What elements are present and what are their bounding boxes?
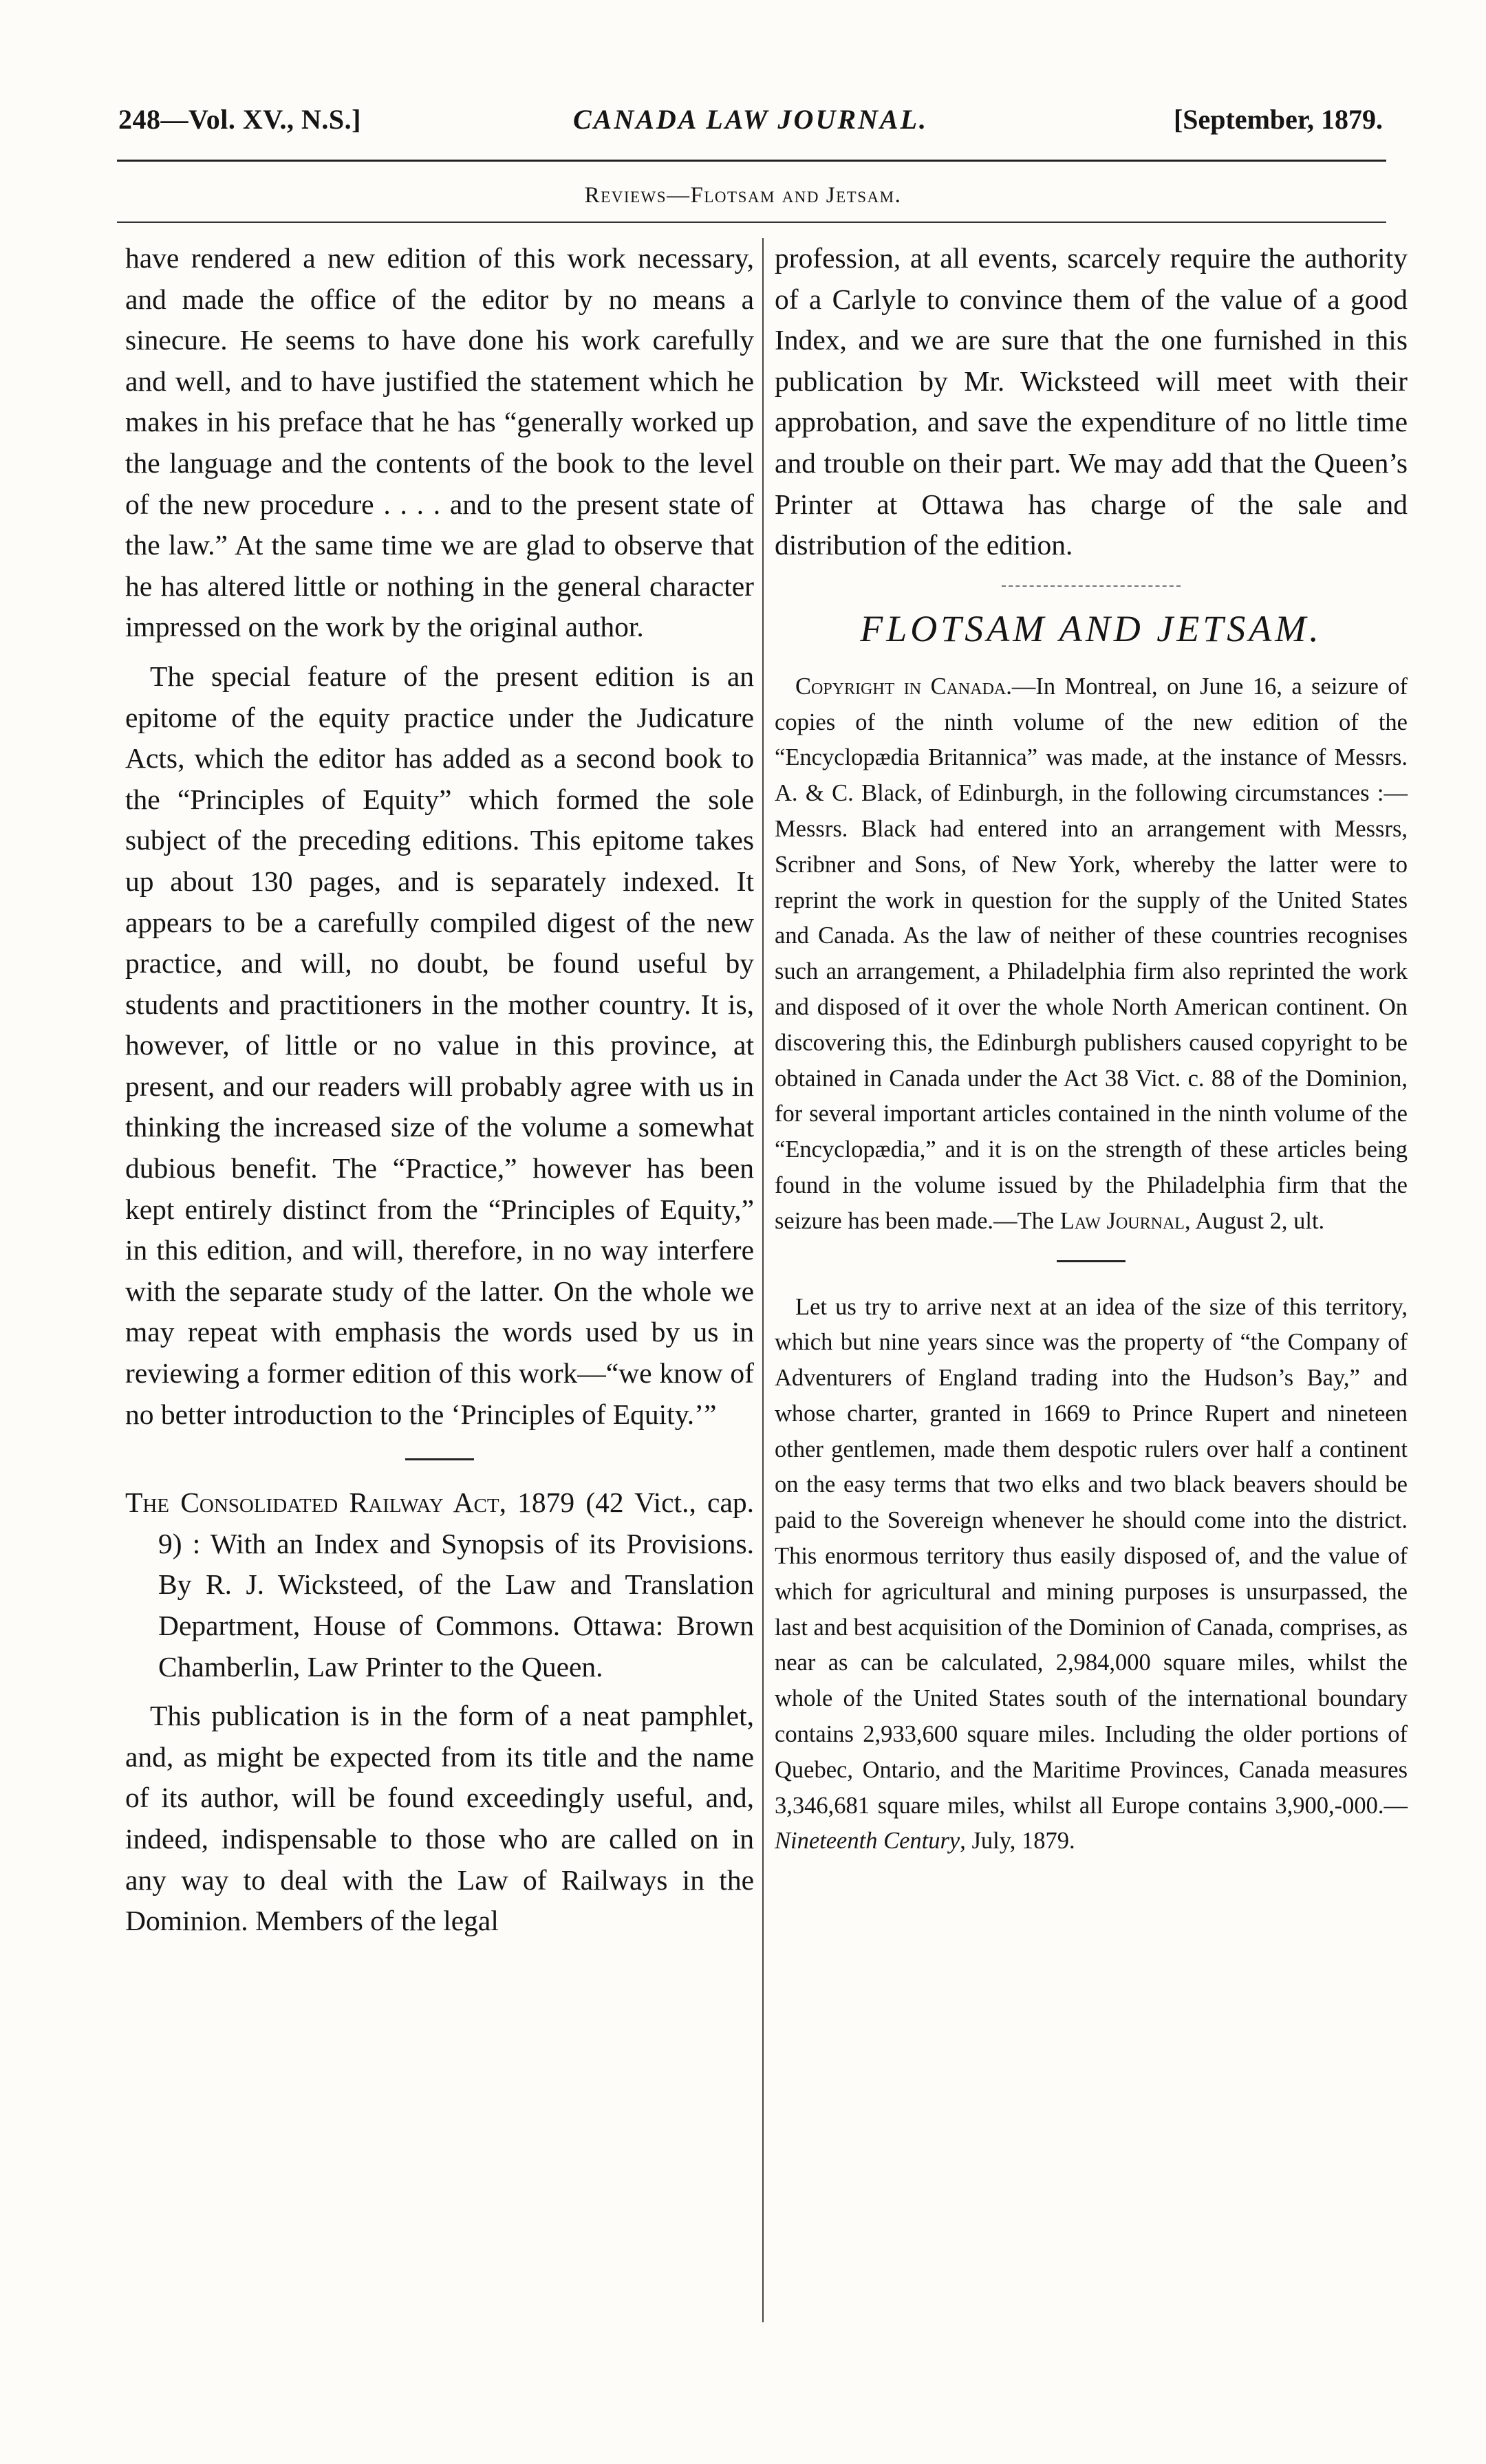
section-subheader: Reviews—Flotsam and Jetsam. [584, 183, 902, 208]
section-title: FLOTSAM AND JETSAM. [860, 607, 1322, 649]
header-rule [117, 160, 1386, 162]
page-volume-label: 248—Vol. XV., N.S.] [118, 104, 361, 135]
book-review-paragraph: This publication is in the form of a neat pamphlet, and, as might be expected from its title and the name of its author, will be found exceedingly useful, and, indeed, indispensable to those who are called on in any way to deal with the Law of Railways in the Dominion. Members of the legal [125, 1700, 754, 1937]
territory-source: Nineteenth Century [775, 1828, 960, 1855]
copyright-date: , August 2, ult. [1184, 1207, 1325, 1234]
column-divider [762, 238, 764, 2322]
review-paragraph: have rendered a new edition of this work necessary, and made the office of the editor by no means a sinecure. He seems to have done his work carefully and well, and to have justified the statement which he makes in his preface that he has “generally worked up the language and the contents of the book to the level of the new procedure . . . . and to the present state of the law.” At the same time we are glad to observe that he has altered little or nothing in the general character impressed on the work by the original author. [125, 242, 754, 643]
book-notice-heading [125, 1482, 754, 1687]
right-column [775, 238, 1408, 1859]
copyright-text: —In Montreal, on June 16, a seizure of copies of the ninth volume of the new edition of the “Encyclopædia Britannica” was made, at the instance of Messrs. A. & C. Black, of Edinburgh, in the following circumstances :—Messrs. Black had entered into an arrangement with Messrs, Scribner and Sons, of New York, whereby the latter were to reprint the work in question for the supply of the United States and Canada. As the law of neither of these countries recognises such an arrangement, a Philadelphia firm also reprinted the work and disposed of it over the whole North American continent. On discovering this, the Edinburgh publishers caused copyright to be obtained in Canada under the Act 38 Vict. c. 88 of the Dominion, for several important articles contained in the ninth volume of the “Encyclopædia,” and it is on the strength of these articles being found in the volume issued by the Philadelphia firm that the seizure has been made.—The [775, 673, 1408, 1234]
separator-rule [1057, 1260, 1126, 1262]
copyright-heading: Copyright in Canada. [795, 673, 1012, 700]
running-header [118, 103, 1383, 144]
territory-text: Let us try to arrive next at an idea of the size of this territory, which but nine years since was the property of “the Company of Adventurers of England trading into the Hudson’s Bay,” and whose charter, granted in 1669 to Prince Rupert and nineteen other gentlemen, made them despotic rulers over half a continent on the easy terms that two elks and two black beavers should be paid to the Sovereign whenever he should come into the district. This enormous territory thus easily disposed of, and the value of which for agricultural and mining purposes is unsurpassed, the last and best acquisition of the Dominion of Canada, comprises, as near as can be calculated, 2,984,000 square miles, whilst the whole of the United States south of the international boundary contains 2,933,600 square miles. Including the older portions of Quebec, Ontario, and the Maritime Provinces, Canada measures 3,346,681 square miles, whilst all Europe contains 3,900,-000.— [775, 1293, 1408, 1819]
separator-rule [405, 1458, 474, 1460]
book-review-continued: profession, at all events, scarcely require the authority of a Carlyle to convince them of the value of a good Index, and we are sure that the one furnished in this publication by Mr. Wicksteed will meet with their approbation, and save the expenditure of no little time and trouble on their part. We may add that the Queen’s Printer at Ottawa has charge of the sale and distribution of the edition. [775, 242, 1408, 561]
subheader-rule [117, 221, 1386, 223]
copyright-source: Law Journal [1059, 1207, 1185, 1234]
territory-item [775, 1290, 1408, 1860]
territory-date: , July, 1879. [960, 1828, 1075, 1855]
issue-date: [September, 1879. [1173, 104, 1383, 135]
journal-title: CANADA LAW JOURNAL. [572, 104, 929, 135]
review-paragraph: The special feature of the present edition is an epitome of the equity practice under the Judicature Acts, which the editor has added as a second book to the “Principles of Equity” which formed the sole subject of the preceding editions. This epitome takes up about 130 pages, and is separately indexed. It appears to be a carefully compiled digest of the new practice, and will, no doubt, be found useful by students and practitioners in the mother country. It is, however, of little or no value in this province, at present, and our readers will probably agree with us in thinking the increased size of the volume a somewhat dubious benefit. The “Practice,” however has been kept entirely distinct from the “Principles of Equity,” in this edition, and will, therefore, in no way interfere with the separate study of the latter. On the whole we may repeat with emphasis the words used by us in reviewing a former edition of this work—“we know of no better introduction to the ‘Principles of Equity.’” [125, 660, 754, 1430]
section-break [1002, 585, 1181, 587]
left-column [125, 238, 754, 1942]
book-title: The Consolidated Railway Act, 1879 [125, 1487, 575, 1519]
copyright-item [775, 669, 1408, 1240]
book-details: (42 Vict., cap. 9) : With an Index and Synopsis of its Provisions. By R. J. Wicksteed, of the Law and Translation Department, House of Commons. Ottawa: Brown Chamberlin, Law Printer to the Queen. [158, 1487, 754, 1683]
